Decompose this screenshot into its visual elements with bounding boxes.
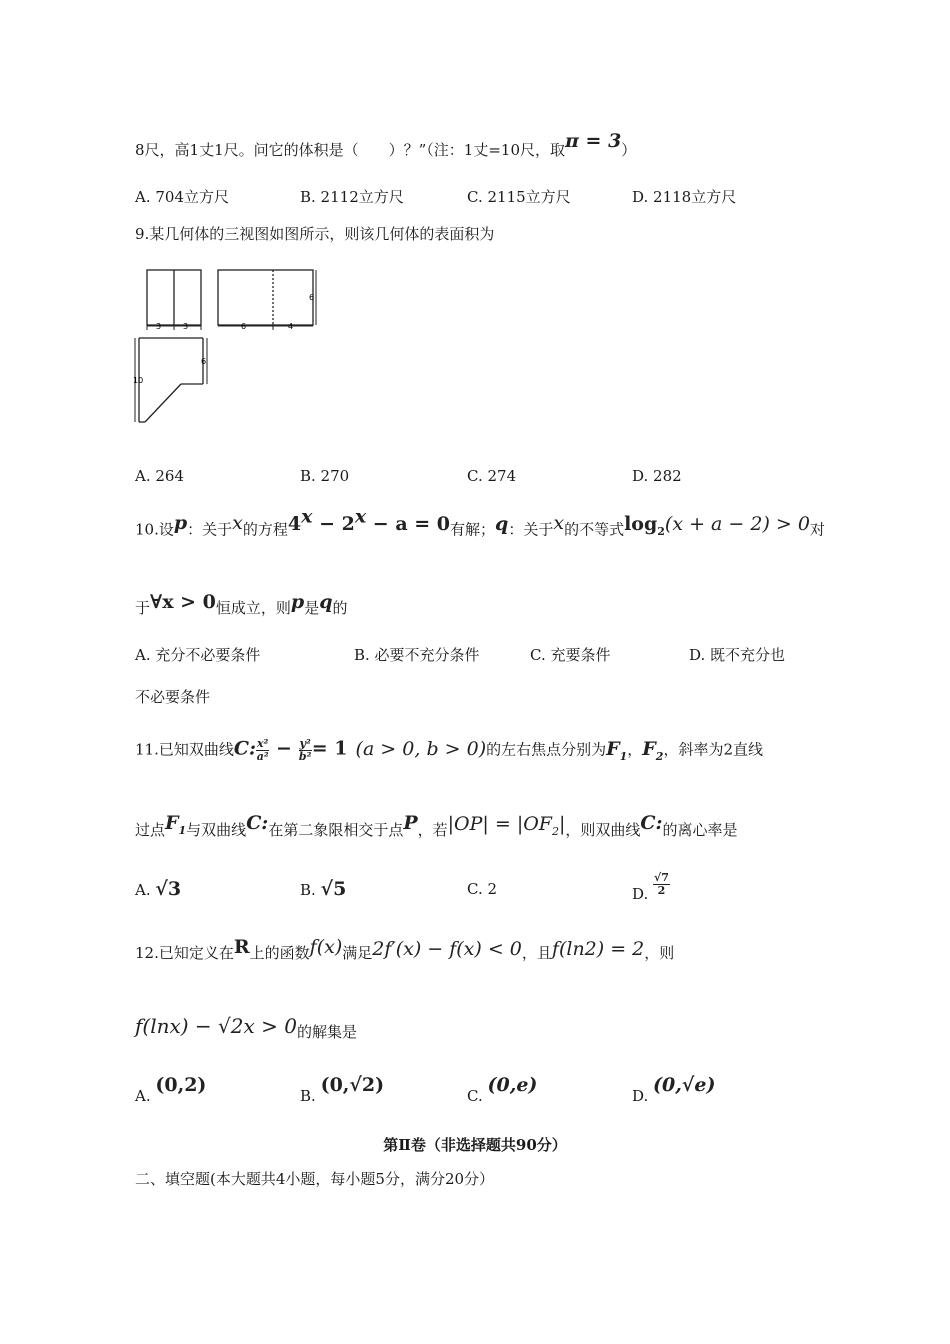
q12-option-c: C. (0,e): [467, 1074, 538, 1105]
q10-option-d: D. 既不充分也: [689, 646, 786, 664]
q12-stem-line2: f(lnx) − √2x > 0的解集是: [135, 1014, 357, 1041]
q10-option-a: A. 充分不必要条件: [135, 646, 261, 664]
q8-option-d: D. 2118立方尺: [632, 188, 737, 206]
q11-option-a: A. √3: [135, 878, 182, 900]
dim-top-part: 6: [201, 357, 207, 366]
dim-side-right: 4: [288, 322, 294, 331]
q10-stem-line2: 于∀x > 0恒成立，则p是q的: [135, 591, 348, 617]
dim-front-left: 3: [156, 322, 162, 331]
q10-option-b: B. 必要不充分条件: [354, 646, 480, 664]
q9-option-d: D. 282: [632, 467, 682, 485]
q11-option-d: D. $\frac{√7}{2}$: [632, 871, 669, 903]
q10-equation: $4^x - 2^x - a = 0$: [287, 506, 451, 536]
q9-option-b: B. 270: [300, 467, 350, 485]
q12-option-a: A. (0,2): [135, 1074, 207, 1105]
q12-option-d: D. (0,√e): [632, 1074, 716, 1105]
q11-stem-line2: 过点$F_1$与双曲线C:在第二象限相交于点P，若$|OP| = |OF_2|$，则双曲线C:的离心率是: [135, 812, 738, 839]
q10-stem-line1: 10.设p：关于x的方程$4^x - 2^x - a = 0$有解；q：关于x的不等式$\log_2(x + a - 2) > 0$对: [135, 506, 825, 539]
q11-stem-line1: 11.已知双曲线C: $\frac{\text{x²}}{\text{a²}}$ − $\frac{\text{y²}}{\text{b²}}$ = 1 (a > 0, b > 0)的左右焦点分别为$F_1$，$F_2$，斜率为2直线: [135, 737, 763, 764]
q8-stem-tail: 8尺，高1丈1尺。问它的体积是（ ）？”（注：1丈=10尺，取π = 3）: [135, 130, 637, 159]
three-view-figure: [133, 262, 333, 432]
q12-stem-line1: 12.已知定义在R上的函数f(x)满足2f′(x) − f(x) < 0，且f(ln2) = 2，则: [135, 936, 675, 962]
q8-option-b: B. 2112立方尺: [300, 188, 404, 206]
section-2-subtitle: 二、填空题(本大题共4小题，每小题5分，满分20分）: [135, 1170, 495, 1188]
q11-option-b: B. √5: [300, 878, 347, 900]
q10-log-inequality: $\log_2(x + a - 2) > 0$: [624, 513, 810, 539]
q11-option-c: C. 2: [467, 880, 498, 898]
q10-option-c: C. 充要条件: [530, 646, 611, 664]
dim-top-total: 10: [133, 376, 144, 385]
section-2-title: 第Ⅱ卷（非选择题共90分）: [383, 1136, 567, 1154]
dim-front-right: 3: [183, 322, 189, 331]
pi-formula: π = 3: [565, 130, 622, 152]
dim-side-height: 6: [309, 293, 315, 302]
forall-formula: ∀x > 0: [150, 591, 216, 613]
q9-stem: 9.某几何体的三视图如图所示，则该几何体的表面积为: [135, 225, 495, 243]
q9-option-a: A. 264: [135, 467, 184, 485]
q12-inequality: 2f′(x) − f(x) < 0: [372, 938, 522, 960]
q12-option-b: B. (0,√2): [300, 1074, 385, 1105]
q9-option-c: C. 274: [467, 467, 517, 485]
dim-side-left: 6: [241, 322, 247, 331]
q8-option-c: C. 2115立方尺: [467, 188, 571, 206]
q8-option-a: A. 704立方尺: [135, 188, 229, 206]
q10-option-d-cont: 不必要条件: [135, 688, 211, 706]
